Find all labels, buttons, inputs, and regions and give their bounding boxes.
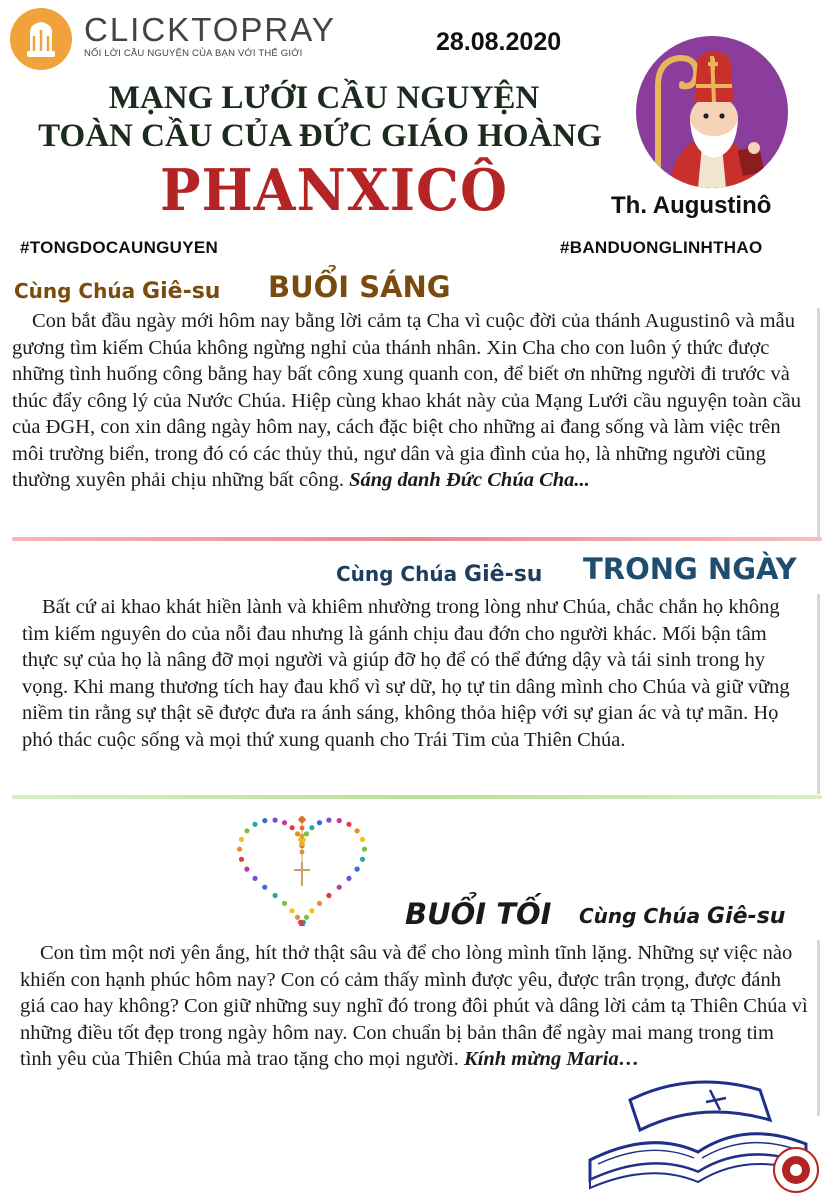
rosary-bead: [252, 876, 257, 881]
saint-name: Th. Augustinô: [611, 192, 772, 219]
rosary-bead: [237, 847, 242, 852]
bishop-saint-illustration: [636, 36, 788, 188]
rosary-bead: [239, 837, 244, 842]
morning-divider: [12, 537, 822, 541]
clicktopray-logo: [10, 8, 72, 70]
morning-prayer-text: [12, 308, 817, 494]
rosary-bead: [304, 915, 309, 920]
rosary-bead: [309, 908, 314, 913]
rosary-bead: [244, 867, 249, 872]
rosary-bead: [295, 831, 300, 836]
rosary-bead: [309, 825, 314, 830]
rosary-bead: [282, 901, 287, 906]
rosary-bead: [355, 828, 360, 833]
morning-jesus: Giê-su: [142, 279, 221, 304]
rosary-bead: [298, 920, 303, 925]
brand-tagline: NỐI LỜI CẦU NGUYỆN CỦA BẠN VỚI THẾ GIỚI: [84, 48, 303, 59]
rosary-bead: [362, 847, 367, 852]
brand-name: CLICKTOPRAY: [84, 11, 336, 48]
evening-heading: BUỔI TỐI: [405, 897, 552, 931]
hashtag-left: #TONGDOCAUNGUYEN: [20, 238, 219, 257]
rosary-bead: [346, 822, 351, 827]
evening-body: Con tìm một nơi yên ắng, hít thở thật sâu và để cho lòng mình tĩnh lặng. Những sự việc nào khiến con hạnh phúc hôm nay? Con có cảm thấy mình được yêu, được trân trọng, được đánh giá cao hay không? Con giữ những suy nghĩ đó trong đôi phút và dâng lời cảm tạ Thiên Chúa vì những điều tốt đẹp trong ngày hôm nay. Con chuẩn bị bản thân để ngày mai mang trong tim tình yêu của Thiên Chúa mà trao tặng cho mọi người.: [20, 942, 808, 1070]
evening-jesus: Giê-su: [707, 904, 786, 929]
rosary-bead: [244, 828, 249, 833]
rosary-bead: [337, 818, 342, 823]
day-heading: TRONG NGÀY: [583, 552, 797, 586]
rosary-bead: [290, 908, 295, 913]
rosary-bead: [317, 820, 322, 825]
rosary-bead: [252, 822, 257, 827]
rosary-bead: [360, 857, 365, 862]
rosary-bead: [337, 885, 342, 890]
title-line-3: PHANXICÔ: [160, 156, 509, 224]
praying-hands-icon: [10, 8, 72, 70]
morning-heading: BUỔI SÁNG: [268, 270, 451, 304]
morning-subheading: [14, 279, 220, 304]
rosary-bead: [282, 820, 287, 825]
rosary-bead: [317, 901, 322, 906]
rosary-bead: [273, 893, 278, 898]
day-prayer-text: Bất cứ ai khao khát hiền lành và khiêm nhường trong lòng như Chúa, chắc chắn họ không tìm kiếm nguyên do của nỗi đau nhưng là gánh chịu đau đớn cho người khác. Mối bận tâm thực sự của họ là nâng đỡ mọi người và giúp đỡ họ để có thể đứng dậy và tái sinh trong hy vọng. Khi mang thương tích hay đau khổ vì sự dữ, họ tự tin dâng mình cho Chúa và giữ vững niềm tin rằng sự thật sẽ được đưa ra ánh sáng, không thỏa hiệp với sự gian ác và tự mãn. Họ phó thác cuộc sống và mọi thứ xung quanh cho Trái Tim của Thiên Chúa.: [22, 596, 790, 751]
rosary-bead: [304, 831, 309, 836]
morning-prefix: Cùng Chúa: [14, 279, 143, 303]
open-bible-icon: [570, 1060, 820, 1194]
rosary-bead: [262, 818, 267, 823]
morning-body: Con bắt đầu ngày mới hôm nay bằng lời cảm tạ Cha vì cuộc đời của thánh Augustinô và mẫu gương tìm kiếm Chúa không ngừng nghỉ của thánh nhân. Xin Cha cho con luôn ý thức được những tình huống công bằng hay bất công xung quanh con, để biết ơn những người đi trước và thúc đẩy công lý của Nước Chúa. Hiệp cùng khao khát này của Mạng Lưới cầu nguyện toàn cầu của ĐGH, con xin dâng ngày hôm nay, cách đặc biệt cho những ai đang sống và làm việc trên môi trường biển, trong đó có các thủy thủ, ngư dân và gia đình của họ, là những người cũng thường xuyên phải chịu những bất công.: [12, 310, 802, 491]
morning-closing: Sáng danh Đức Chúa Cha...: [349, 469, 590, 491]
rosary-bead: [295, 915, 300, 920]
rosary-bead: [290, 825, 295, 830]
title-line-2: TOÀN CẦU CỦA ĐỨC GIÁO HOÀNG: [38, 118, 602, 154]
brand: [84, 11, 336, 59]
day-subheading: [336, 562, 542, 587]
evening-subheading: [579, 904, 785, 929]
rosary-bead: [239, 857, 244, 862]
rosary-bead: [346, 876, 351, 881]
day-jesus: Giê-su: [464, 562, 543, 587]
rosary-bead: [355, 867, 360, 872]
evening-closing: Kính mừng Maria…: [464, 1048, 640, 1070]
evening-prefix: Cùng Chúa: [579, 904, 708, 928]
rosary-heart-icon: [232, 806, 372, 926]
day-prefix: Cùng Chúa: [336, 562, 465, 586]
title-line-1: MẠNG LƯỚI CẦU NGUYỆN: [108, 80, 540, 116]
day-divider: [12, 795, 822, 799]
rosary-bead: [360, 837, 365, 842]
rosary-bead: [326, 818, 331, 823]
evening-prayer-text: [12, 940, 817, 1073]
morning-prayer-box: [12, 308, 820, 538]
saint-portrait: [636, 36, 788, 188]
day-prayer-box: [12, 594, 820, 794]
date: 28.08.2020: [436, 28, 562, 56]
rosary-bead: [326, 893, 331, 898]
hashtag-right: #BANDUONGLINHTHAO: [560, 238, 763, 257]
rosary-bead: [262, 885, 267, 890]
rosary-bead: [273, 818, 278, 823]
